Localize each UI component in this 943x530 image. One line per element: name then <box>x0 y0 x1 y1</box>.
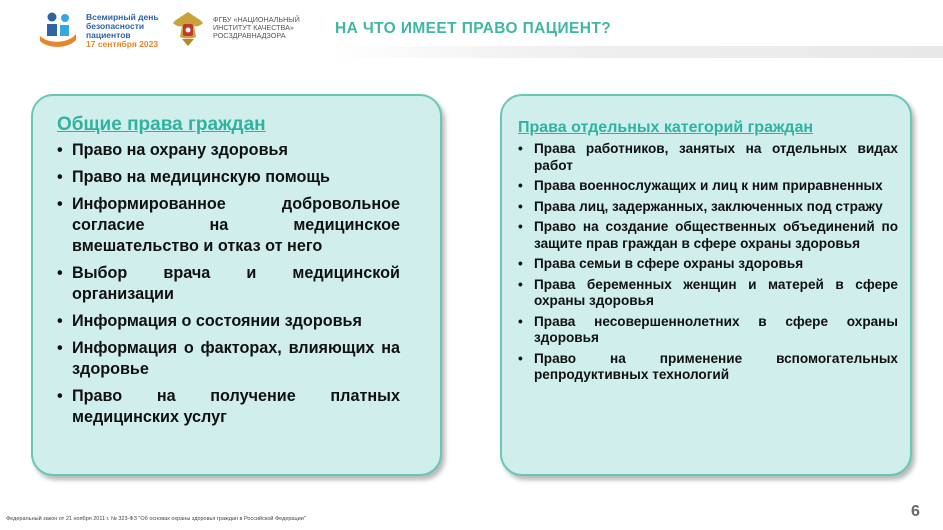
list-item: • Право на применение вспомогательных репродуктивных технологий <box>518 351 898 384</box>
list-item: • Информация о состоянии здоровья <box>57 311 400 332</box>
list-item: • Права несовершеннолетних в сфере охраны здоровья <box>518 314 898 347</box>
page-number: 6 <box>911 503 920 520</box>
list-item: • Права работников, занятых на отдельных видах работ <box>518 141 898 174</box>
title-divider <box>330 46 943 58</box>
organization-text <box>213 16 313 40</box>
event-date: 17 сентября 2023 <box>86 39 159 49</box>
category-rights-panel <box>500 94 912 476</box>
list-item: • Выбор врача и медицинской организации <box>57 263 400 305</box>
list-item: • Права беременных женщин и матерей в сфере охраны здоровья <box>518 277 898 310</box>
list-item: • Права семьи в сфере охраны здоровья <box>518 256 898 273</box>
list-item: • Право на получение платных медицинских услуг <box>57 386 400 428</box>
list-item: • Информация о факторах, влияющих на здоровье <box>57 338 400 380</box>
event-line-1: Всемирный день <box>86 12 159 22</box>
page-title: НА ЧТО ИМЕЕТ ПРАВО ПАЦИЕНТ? <box>335 20 612 37</box>
list-item: • Права лиц, задержанных, заключенных под стражу <box>518 199 898 216</box>
general-rights-panel <box>31 94 442 476</box>
org-line-2: ИНСТИТУТ КАЧЕСТВА» <box>213 23 294 32</box>
org-line-3: РОСЗДРАВНАДЗОРА <box>213 31 286 40</box>
header <box>0 0 943 56</box>
org-line-1: ФГБУ «НАЦИОНАЛЬНЫЙ <box>213 15 300 24</box>
list-item: • Информированное добровольное согласие на медицинское вмешательство и отказ от него <box>57 194 400 257</box>
list-item: • Права военнослужащих и лиц к ним приравненных <box>518 178 898 195</box>
general-rights-heading: Общие права граждан <box>57 114 266 135</box>
roszdravnadzor-emblem-icon <box>170 9 206 49</box>
law-footnote: Федеральный закон от 21 ноября 2011 г. № 323-ФЗ "Об основах охраны здоровья граждан в Российской Федерации" <box>6 516 306 522</box>
general-rights-list <box>57 140 400 428</box>
patient-safety-day-text <box>86 13 166 49</box>
event-line-2: безопасности <box>86 21 145 31</box>
list-item: • Право на медицинскую помощь <box>57 167 400 188</box>
category-rights-heading: Права отдельных категорий граждан <box>518 119 814 136</box>
list-item: • Право на создание общественных объединений по защите прав граждан в сфере охраны здоровья <box>518 219 898 252</box>
event-line-3: пациентов <box>86 30 131 40</box>
category-rights-list <box>518 141 898 384</box>
patient-safety-day-logo-icon <box>38 10 78 50</box>
list-item: • Право на охрану здоровья <box>57 140 400 161</box>
